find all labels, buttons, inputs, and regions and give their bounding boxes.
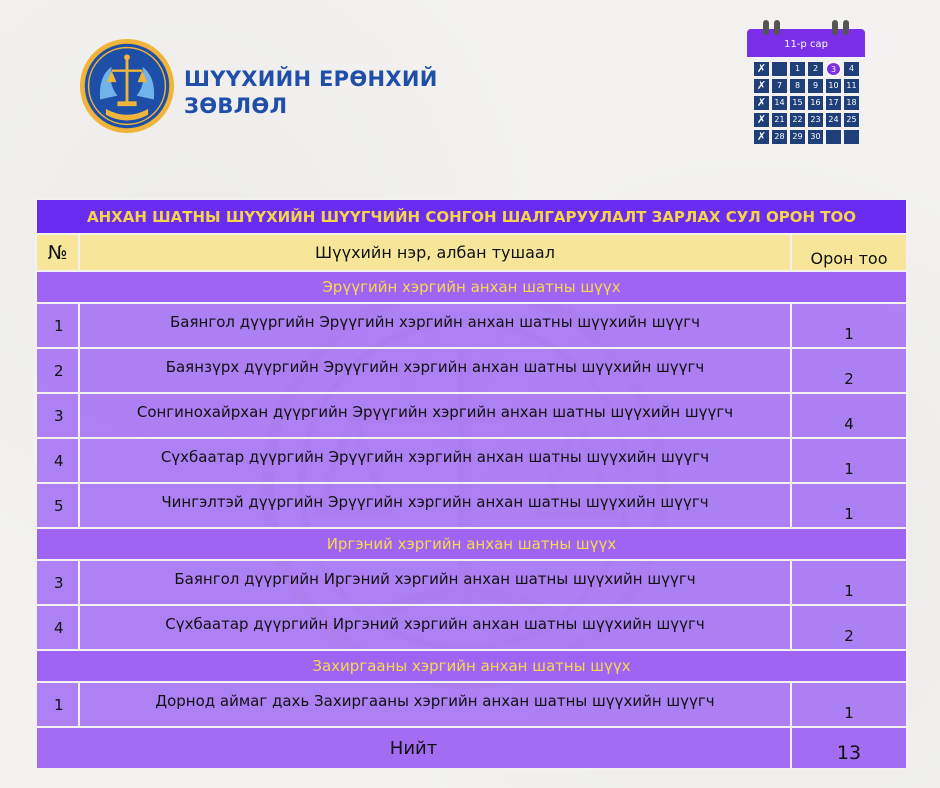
section-row	[36, 271, 907, 303]
calendar-day: 28	[772, 130, 787, 144]
calendar-day: 9	[808, 79, 823, 93]
row-count: 2	[791, 348, 907, 393]
org-name-line1: ШҮҮХИЙН ЕРӨНХИЙ	[184, 67, 438, 91]
row-name: Баянгол дүүргийн Иргэний хэргийн анхан шатны шүүхийн шүүгч	[79, 560, 791, 605]
calendar-cross-icon: ✗	[754, 113, 769, 127]
row-num: 4	[36, 605, 79, 650]
calendar-day: 2	[808, 62, 823, 76]
row-name: Баянзүрх дүүргийн Эрүүгийн хэргийн анхан шатны шүүхийн шүүгч	[79, 348, 791, 393]
calendar-day: 3	[826, 62, 841, 76]
row-count: 1	[791, 438, 907, 483]
calendar-day: 11	[844, 79, 859, 93]
calendar-day: 15	[790, 96, 805, 110]
section-title: Эрүүгийн хэргийн анхан шатны шүүх	[36, 271, 907, 303]
row-count: 1	[791, 560, 907, 605]
table-row	[36, 682, 907, 727]
calendar-day: 25	[844, 113, 859, 127]
calendar-ring-icon	[774, 20, 780, 35]
table-row	[36, 393, 907, 438]
row-count: 1	[791, 483, 907, 528]
calendar-day: 17	[826, 96, 841, 110]
row-count: 1	[791, 682, 907, 727]
calendar-day: 22	[790, 113, 805, 127]
calendar-cross-icon: ✗	[754, 130, 769, 144]
row-num: 4	[36, 438, 79, 483]
row-num: 3	[36, 560, 79, 605]
row-count: 2	[791, 605, 907, 650]
calendar-cross-icon: ✗	[754, 96, 769, 110]
section-title: Иргэний хэргийн анхан шатны шүүх	[36, 528, 907, 560]
row-num: 3	[36, 393, 79, 438]
row-name: Баянгол дүүргийн Эрүүгийн хэргийн анхан шатны шүүхийн шүүгч	[79, 303, 791, 348]
table-row	[36, 605, 907, 650]
section-row	[36, 528, 907, 560]
calendar-day: 24	[826, 113, 841, 127]
calendar-ring-icon	[843, 20, 849, 35]
total-row	[36, 727, 907, 769]
row-name: Сүхбаатар дүүргийн Иргэний хэргийн анхан шатны шүүхийн шүүгч	[79, 605, 791, 650]
calendar-day: 30	[808, 130, 823, 144]
table-row	[36, 483, 907, 528]
calendar-ring-icon	[763, 20, 769, 35]
calendar-day: 29	[790, 130, 805, 144]
row-num: 5	[36, 483, 79, 528]
row-name: Сонгинохайрхан дүүргийн Эрүүгийн хэргийн анхан шатны шүүхийн шүүгч	[79, 393, 791, 438]
calendar-month: 11-р сар	[747, 29, 865, 57]
column-header-name: Шүүхийн нэр, албан тушаал	[79, 234, 791, 271]
calendar-day: 1	[790, 62, 805, 76]
calendar-day: 7	[772, 79, 787, 93]
row-num: 1	[36, 682, 79, 727]
row-name: Дорнод аймаг дахь Захиргааны хэргийн анхан шатны шүүхийн шүүгч	[79, 682, 791, 727]
calendar-cross-icon: ✗	[754, 62, 769, 76]
calendar-grid	[754, 62, 866, 144]
org-name	[184, 66, 438, 120]
calendar-day: 10	[826, 79, 841, 93]
row-name: Чингэлтэй дүүргийн Эрүүгийн хэргийн анхан шатны шүүхийн шүүгч	[79, 483, 791, 528]
org-name-line2: ЗӨВЛӨЛ	[184, 94, 288, 118]
calendar-day: 4	[844, 62, 859, 76]
total-value: 13	[791, 727, 907, 769]
table-row	[36, 438, 907, 483]
section-row	[36, 650, 907, 682]
emblem-scales-icon	[79, 38, 175, 134]
row-num: 1	[36, 303, 79, 348]
table-row	[36, 303, 907, 348]
calendar-day: 23	[808, 113, 823, 127]
calendar-day: 16	[808, 96, 823, 110]
calendar-day	[772, 62, 787, 76]
section-title: Захиргааны хэргийн анхан шатны шүүх	[36, 650, 907, 682]
column-header-num: №	[36, 234, 79, 271]
table-row	[36, 560, 907, 605]
row-count: 4	[791, 393, 907, 438]
calendar-day: 18	[844, 96, 859, 110]
table-title-row	[36, 199, 907, 234]
calendar-ring-icon	[832, 20, 838, 35]
calendar-day	[844, 130, 859, 144]
calendar-day	[826, 130, 841, 144]
calendar-day: 14	[772, 96, 787, 110]
table-title: АНХАН ШАТНЫ ШҮҮХИЙН ШҮҮГЧИЙН СОНГОН ШАЛГАРУУЛАЛТ ЗАРЛАХ СУЛ ОРОН ТОО	[36, 199, 907, 234]
calendar-icon	[747, 20, 867, 148]
total-label: Нийт	[36, 727, 791, 769]
table-header-row	[36, 234, 907, 271]
table-row	[36, 348, 907, 393]
vacancy-table	[35, 198, 908, 770]
row-name: Сүхбаатар дүүргийн Эрүүгийн хэргийн анхан шатны шүүхийн шүүгч	[79, 438, 791, 483]
row-num: 2	[36, 348, 79, 393]
calendar-day: 8	[790, 79, 805, 93]
calendar-day: 21	[772, 113, 787, 127]
column-header-count: Орон тоо	[791, 234, 907, 271]
row-count: 1	[791, 303, 907, 348]
calendar-cross-icon: ✗	[754, 79, 769, 93]
